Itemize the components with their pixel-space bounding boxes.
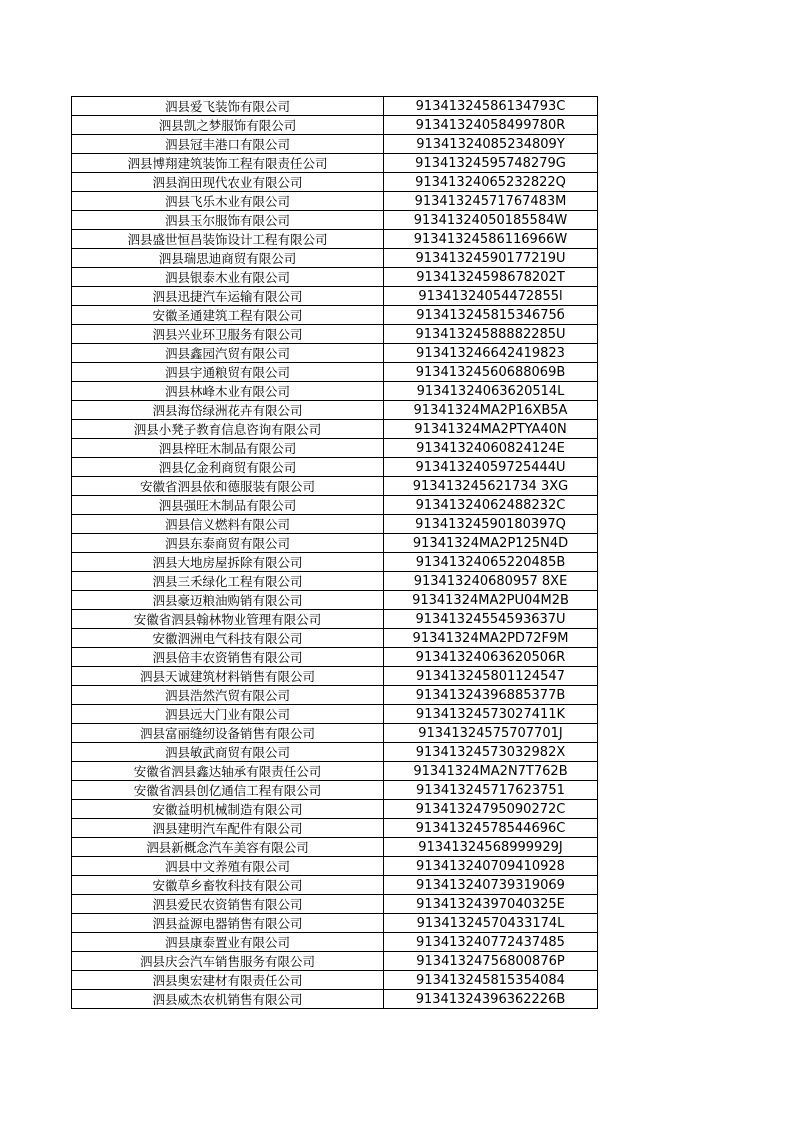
- credit-code-cell: 91341324578544696C: [384, 819, 598, 838]
- credit-code-cell: 91341324396885377B: [384, 686, 598, 705]
- credit-code-cell: 91341324054472855l: [384, 287, 598, 306]
- credit-code-cell: 91341324568999929J: [384, 838, 598, 857]
- table-row: [72, 287, 598, 306]
- company-name-cell: 泗县银泰木业有限公司: [72, 268, 384, 287]
- company-name-cell: 泗县亿金利商贸有限公司: [72, 458, 384, 477]
- credit-code-cell: 91341324554593637U: [384, 610, 598, 629]
- company-name-cell: 泗县盛世恒昌装饰设计工程有限公司: [72, 230, 384, 249]
- table-row: [72, 116, 598, 135]
- table-row: [72, 686, 598, 705]
- credit-code-cell: 91341324595748279G: [384, 154, 598, 173]
- table-row: [72, 667, 598, 686]
- table-row: [72, 154, 598, 173]
- table-row: [72, 857, 598, 876]
- table-row: [72, 591, 598, 610]
- credit-code-cell: 913413245815354084: [384, 971, 598, 990]
- table-row: [72, 933, 598, 952]
- company-name-cell: 泗县宇通粮贸有限公司: [72, 363, 384, 382]
- table-row: [72, 895, 598, 914]
- credit-code-cell: 91341324397040325E: [384, 895, 598, 914]
- company-name-cell: 泗县天诚建筑材料销售有限公司: [72, 667, 384, 686]
- table-row: [72, 211, 598, 230]
- table-row: [72, 952, 598, 971]
- company-name-cell: 泗县润田现代农业有限公司: [72, 173, 384, 192]
- credit-code-cell: 91341324571767483M: [384, 192, 598, 211]
- company-name-cell: 安徽圣通建筑工程有限公司: [72, 306, 384, 325]
- company-name-cell: 泗县迅捷汽车运输有限公司: [72, 287, 384, 306]
- credit-code-cell: 91341324590177219U: [384, 249, 598, 268]
- company-name-cell: 安徽草乡畜牧科技有限公司: [72, 876, 384, 895]
- company-name-cell: 泗县海岱绿洲花卉有限公司: [72, 401, 384, 420]
- table-row: [72, 325, 598, 344]
- credit-code-cell: 91341324065220485B: [384, 553, 598, 572]
- credit-code-cell: 913413245621734 3XG: [384, 477, 598, 496]
- table-row: [72, 876, 598, 895]
- credit-code-cell: 91341324598678202T: [384, 268, 598, 287]
- company-name-cell: 泗县爱民农资销售有限公司: [72, 895, 384, 914]
- credit-code-cell: 91341324085234809Y: [384, 135, 598, 154]
- table-row: [72, 724, 598, 743]
- company-name-cell: 泗县敏武商贸有限公司: [72, 743, 384, 762]
- credit-code-cell: 91341324756800876P: [384, 952, 598, 971]
- table-row: [72, 135, 598, 154]
- table-row: [72, 705, 598, 724]
- company-name-cell: 泗县新概念汽车美容有限公司: [72, 838, 384, 857]
- company-name-cell: 泗县兴业环卫服务有限公司: [72, 325, 384, 344]
- company-name-cell: 泗县豪迈粮油购销有限公司: [72, 591, 384, 610]
- company-name-cell: 安徽省泗县依和德服装有限公司: [72, 477, 384, 496]
- company-name-cell: 安徽省泗县翰林物业管理有限公司: [72, 610, 384, 629]
- company-name-cell: 泗县凯之梦服饰有限公司: [72, 116, 384, 135]
- table-row: [72, 439, 598, 458]
- table-row: [72, 515, 598, 534]
- company-name-cell: 泗县博翔建筑装饰工程有限责任公司: [72, 154, 384, 173]
- company-name-cell: 泗县富丽缝纫设备销售有限公司: [72, 724, 384, 743]
- credit-code-cell: 91341324573032982X: [384, 743, 598, 762]
- credit-code-cell: 91341324590180397Q: [384, 515, 598, 534]
- credit-code-cell: 913413240709410928: [384, 857, 598, 876]
- table-row: [72, 382, 598, 401]
- table-row: [72, 610, 598, 629]
- company-name-cell: 泗县飞乐木业有限公司: [72, 192, 384, 211]
- credit-code-cell: 91341324063620506R: [384, 648, 598, 667]
- company-name-cell: 泗县益源电器销售有限公司: [72, 914, 384, 933]
- table-row: [72, 819, 598, 838]
- company-name-cell: 泗县建明汽车配件有限公司: [72, 819, 384, 838]
- company-name-cell: 泗县浩然汽贸有限公司: [72, 686, 384, 705]
- credit-code-cell: 91341324MA2PTYA40N: [384, 420, 598, 439]
- credit-code-cell: 91341324059725444U: [384, 458, 598, 477]
- company-table: [71, 96, 598, 1009]
- table-row: [72, 249, 598, 268]
- credit-code-cell: 913413240680957 8XE: [384, 572, 598, 591]
- credit-code-cell: 91341324MA2PD72F9M: [384, 629, 598, 648]
- table-row: [72, 458, 598, 477]
- company-name-cell: 安徽益明机械制造有限公司: [72, 800, 384, 819]
- credit-code-cell: 91341324588882285U: [384, 325, 598, 344]
- company-name-cell: 泗县冠丰港口有限公司: [72, 135, 384, 154]
- table-row: [72, 363, 598, 382]
- table-row: [72, 838, 598, 857]
- company-name-cell: 泗县鑫园汽贸有限公司: [72, 344, 384, 363]
- credit-code-cell: 91341324058499780R: [384, 116, 598, 135]
- company-name-cell: 泗县倍丰农资销售有限公司: [72, 648, 384, 667]
- company-name-cell: 泗县威杰农机销售有限公司: [72, 990, 384, 1009]
- credit-code-cell: 91341324573027411K: [384, 705, 598, 724]
- credit-code-cell: 91341324575707701J: [384, 724, 598, 743]
- company-name-cell: 泗县瑞思迪商贸有限公司: [72, 249, 384, 268]
- company-name-cell: 泗县远大门业有限公司: [72, 705, 384, 724]
- table-row: [72, 572, 598, 591]
- credit-code-cell: 913413245717623751: [384, 781, 598, 800]
- credit-code-cell: 91341324570433174L: [384, 914, 598, 933]
- table-row: [72, 97, 598, 116]
- credit-code-cell: 91341324MA2N7T762B: [384, 762, 598, 781]
- table-row: [72, 420, 598, 439]
- company-name-cell: 泗县三禾绿化工程有限公司: [72, 572, 384, 591]
- table-row: [72, 268, 598, 287]
- company-name-cell: 泗县大地房屋拆除有限公司: [72, 553, 384, 572]
- table-row: [72, 230, 598, 249]
- credit-code-cell: 91341324060824124E: [384, 439, 598, 458]
- company-name-cell: 泗县奥宏建材有限责任公司: [72, 971, 384, 990]
- company-name-cell: 泗县中文养殖有限公司: [72, 857, 384, 876]
- table-row: [72, 971, 598, 990]
- credit-code-cell: 91341324062488232C: [384, 496, 598, 515]
- table-row: [72, 173, 598, 192]
- company-name-cell: 泗县强旺木制品有限公司: [72, 496, 384, 515]
- table-row: [72, 477, 598, 496]
- company-name-cell: 泗县梓旺木制品有限公司: [72, 439, 384, 458]
- credit-code-cell: 91341324065232822Q: [384, 173, 598, 192]
- table-row: [72, 306, 598, 325]
- table-row: [72, 496, 598, 515]
- credit-code-cell: 91341324050185584W: [384, 211, 598, 230]
- company-name-cell: 泗县康泰置业有限公司: [72, 933, 384, 952]
- table-row: [72, 990, 598, 1009]
- company-name-cell: 安徽省泗县鑫达轴承有限责任公司: [72, 762, 384, 781]
- credit-code-cell: 91341324586134793C: [384, 97, 598, 116]
- table-row: [72, 914, 598, 933]
- credit-code-cell: 913413240772437485: [384, 933, 598, 952]
- company-name-cell: 泗县玉尔服饰有限公司: [72, 211, 384, 230]
- table-row: [72, 553, 598, 572]
- company-name-cell: 安徽省泗县创亿通信工程有限公司: [72, 781, 384, 800]
- table-row: [72, 344, 598, 363]
- credit-code-cell: 91341324560688069B: [384, 363, 598, 382]
- credit-code-cell: 91341324586116966W: [384, 230, 598, 249]
- company-table-body: [72, 97, 598, 1009]
- company-name-cell: 泗县爱飞装饰有限公司: [72, 97, 384, 116]
- company-name-cell: 泗县信义燃料有限公司: [72, 515, 384, 534]
- table-row: [72, 534, 598, 553]
- table-row: [72, 743, 598, 762]
- company-name-cell: 泗县东泰商贸有限公司: [72, 534, 384, 553]
- credit-code-cell: 913413246642419823: [384, 344, 598, 363]
- company-name-cell: 安徽泗洲电气科技有限公司: [72, 629, 384, 648]
- table-row: [72, 629, 598, 648]
- credit-code-cell: 91341324795090272C: [384, 800, 598, 819]
- table-row: [72, 401, 598, 420]
- credit-code-cell: 91341324396362226B: [384, 990, 598, 1009]
- table-row: [72, 800, 598, 819]
- credit-code-cell: 91341324MA2P125N4D: [384, 534, 598, 553]
- company-name-cell: 泗县庆会汽车销售服务有限公司: [72, 952, 384, 971]
- credit-code-cell: 91341324581534675б: [384, 306, 598, 325]
- table-row: [72, 192, 598, 211]
- credit-code-cell: 91341324063620514L: [384, 382, 598, 401]
- table-row: [72, 762, 598, 781]
- table-row: [72, 781, 598, 800]
- company-name-cell: 泗县林峰木业有限公司: [72, 382, 384, 401]
- credit-code-cell: 913413240739319069: [384, 876, 598, 895]
- credit-code-cell: 91341324MA2PU04M2B: [384, 591, 598, 610]
- credit-code-cell: 913413245801124547: [384, 667, 598, 686]
- table-row: [72, 648, 598, 667]
- company-name-cell: 泗县小凳子教育信息咨询有限公司: [72, 420, 384, 439]
- credit-code-cell: 91341324MA2P16XB5A: [384, 401, 598, 420]
